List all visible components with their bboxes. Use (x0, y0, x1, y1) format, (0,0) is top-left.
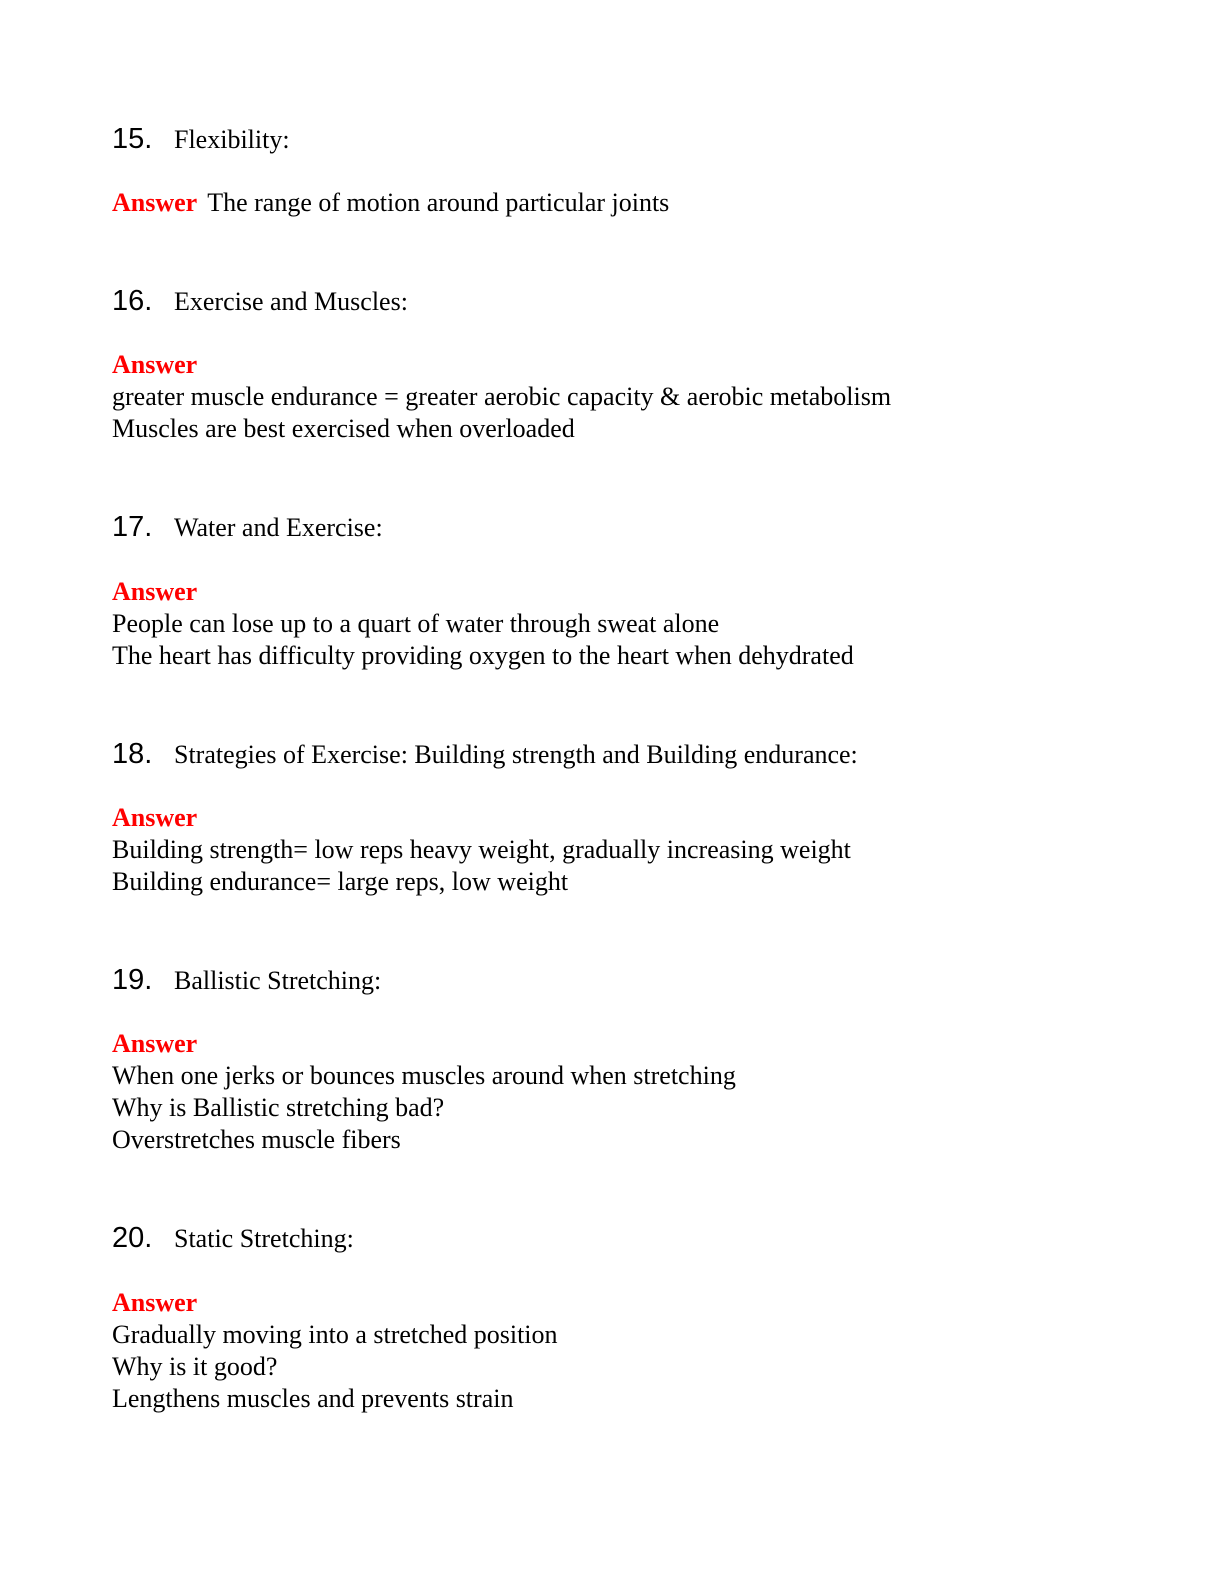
question-number: 19. (112, 964, 153, 996)
answer-line: Why is Ballistic stretching bad? (112, 1093, 445, 1122)
question-number: 17. (112, 511, 153, 543)
question-title: Ballistic Stretching: (174, 966, 382, 995)
question-heading (112, 1221, 354, 1255)
answer-line: Lengthens muscles and prevents strain (112, 1384, 514, 1413)
answer-block (112, 802, 851, 898)
question-heading (112, 510, 383, 544)
answer-label: Answer (112, 577, 198, 606)
answer-line: Building endurance= large reps, low weight (112, 867, 569, 896)
answer-line: Building strength= low reps heavy weight, gradually increasing weight (112, 835, 851, 864)
answer-line: The heart has difficulty providing oxygen to the heart when dehydrated (112, 641, 854, 670)
answer-line: Gradually moving into a stretched position (112, 1320, 558, 1349)
answer-label: Answer (112, 803, 198, 832)
answer-line: Why is it good? (112, 1352, 278, 1381)
question-number: 15. (112, 123, 153, 155)
question-heading (112, 737, 858, 771)
question-number: 18. (112, 738, 153, 770)
answer-block (112, 349, 891, 445)
answer-block (112, 1028, 736, 1156)
question-number: 16. (112, 285, 153, 317)
answer-label: Answer (112, 1288, 198, 1317)
answer-block (112, 187, 669, 219)
answer-line: greater muscle endurance = greater aerobic capacity & aerobic metabolism (112, 382, 892, 411)
answer-block (112, 1287, 558, 1415)
question-heading (112, 963, 381, 997)
answer-block (112, 576, 854, 672)
question-title: Strategies of Exercise: Building strength and Building endurance: (174, 740, 858, 769)
answer-line: Overstretches muscle fibers (112, 1125, 401, 1154)
question-title: Water and Exercise: (174, 513, 383, 542)
question-number: 20. (112, 1222, 153, 1254)
question-heading (112, 284, 408, 318)
question-title: Exercise and Muscles: (174, 287, 408, 316)
answer-label: Answer (112, 188, 198, 217)
answer-label: Answer (112, 350, 198, 379)
answer-label: Answer (112, 1029, 198, 1058)
question-heading (112, 122, 290, 156)
answer-line: The range of motion around particular joints (207, 188, 670, 217)
answer-line: Muscles are best exercised when overloaded (112, 414, 575, 443)
question-title: Flexibility: (174, 125, 290, 154)
question-title: Static Stretching: (174, 1224, 354, 1253)
answer-line: When one jerks or bounces muscles around when stretching (112, 1061, 736, 1090)
answer-line: People can lose up to a quart of water through sweat alone (112, 609, 720, 638)
